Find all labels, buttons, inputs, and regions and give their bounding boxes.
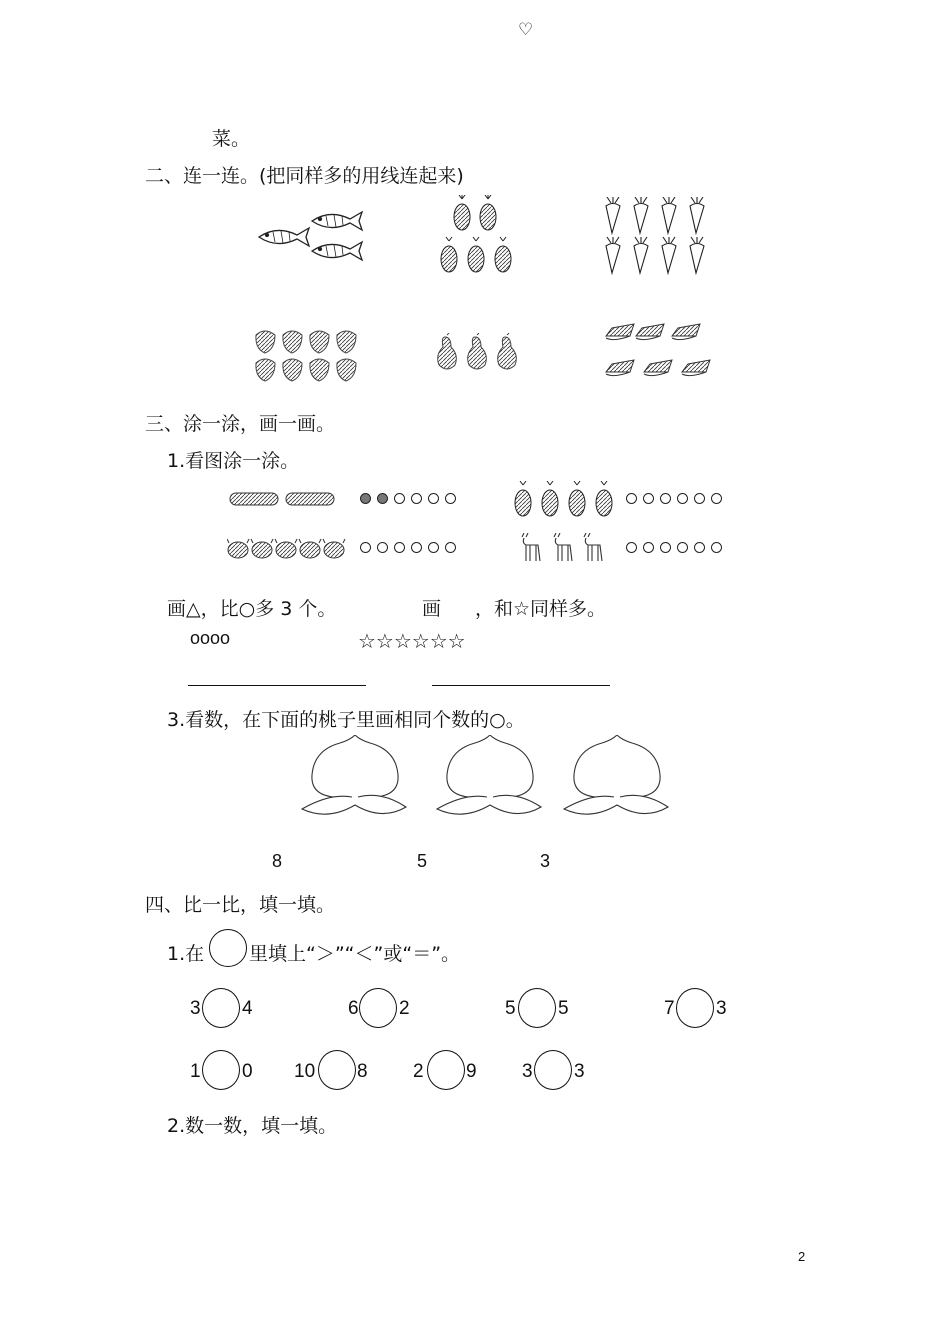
circle-shape[interactable]	[428, 542, 439, 553]
compare-circle[interactable]	[318, 1050, 356, 1090]
circle-shape[interactable]	[694, 542, 705, 553]
circle-shape[interactable]	[428, 493, 439, 504]
peach-drawing[interactable]	[300, 735, 675, 820]
pineapple-row-picture	[514, 481, 624, 519]
circle-row-1	[360, 493, 462, 504]
compare-circle[interactable]	[202, 988, 240, 1028]
compare-circle[interactable]	[534, 1050, 572, 1090]
answer-line-2[interactable]	[432, 685, 610, 686]
circle-shape[interactable]	[677, 542, 688, 553]
compare-circle[interactable]	[427, 1050, 465, 1090]
question-3-1: 1.看图涂一涂。	[167, 450, 300, 472]
compare-left: 6	[348, 998, 359, 1019]
circle-shape[interactable]	[711, 493, 722, 504]
corn-picture[interactable]	[604, 322, 716, 386]
carrot-picture[interactable]	[603, 197, 721, 277]
circle-shape[interactable]	[660, 542, 671, 553]
compare-circle[interactable]	[518, 988, 556, 1028]
compare-circle[interactable]	[202, 1050, 240, 1090]
circle-shape[interactable]	[643, 542, 654, 553]
compare-right: 3	[574, 1061, 585, 1082]
compare-right: 0	[242, 1061, 253, 1082]
circle-row-3	[360, 542, 462, 553]
header-heart-icon: ♡	[518, 20, 534, 40]
circle-shape[interactable]	[626, 542, 637, 553]
compare-right: 8	[357, 1061, 368, 1082]
circle-shape[interactable]	[394, 493, 405, 504]
compare-left: 1	[190, 1061, 201, 1082]
circle-shape[interactable]	[377, 542, 388, 553]
stars-text: ☆☆☆☆☆☆	[358, 629, 466, 653]
answer-line-1[interactable]	[188, 685, 366, 686]
compare-right: 9	[466, 1061, 477, 1082]
circle-shape[interactable]	[411, 493, 422, 504]
question-3-3: 3.看数，在下面的桃子里画相同个数的○。	[167, 709, 525, 731]
circle-shape[interactable]	[694, 493, 705, 504]
page-number: 2	[798, 1249, 806, 1264]
question-3-2-c: ，和☆同样多。	[475, 598, 607, 620]
fish-picture[interactable]	[255, 205, 365, 267]
compare-left: 10	[294, 1061, 316, 1082]
circle-shape[interactable]	[660, 493, 671, 504]
pineapple-picture[interactable]	[437, 195, 522, 277]
deer-picture	[516, 533, 608, 565]
strawberry-picture[interactable]	[253, 327, 365, 383]
peach-number-2: 5	[417, 851, 428, 871]
compare-left: 7	[664, 998, 675, 1019]
compare-circle[interactable]	[359, 988, 397, 1028]
question-4-1-b: 里填上“＞”“＜”或“＝”。	[249, 943, 461, 965]
compare-right: 5	[558, 998, 569, 1019]
circle-shape[interactable]	[377, 493, 388, 504]
circle-row-2	[626, 493, 728, 504]
compare-left: 5	[505, 998, 516, 1019]
circle-shape[interactable]	[626, 493, 637, 504]
peach-number-1: 8	[272, 851, 283, 871]
circle-shape[interactable]	[445, 542, 456, 553]
compare-right: 3	[716, 998, 727, 1019]
question-4-1-a: 1.在	[167, 943, 205, 965]
circle-shape[interactable]	[360, 542, 371, 553]
section-3-title: 三、涂一涂，画一画。	[145, 413, 336, 435]
circle-shape[interactable]	[445, 493, 456, 504]
compare-left: 3	[522, 1061, 533, 1082]
compare-left: 3	[190, 998, 201, 1019]
peach-number-3: 3	[540, 851, 551, 871]
compare-circle[interactable]	[676, 988, 714, 1028]
pear-picture[interactable]	[435, 333, 523, 375]
question-3-2-b: 画	[422, 598, 442, 620]
continued-text: 菜。	[212, 128, 251, 150]
circle-shape[interactable]	[711, 542, 722, 553]
circle-row-4	[626, 542, 728, 553]
circle-shape[interactable]	[394, 542, 405, 553]
question-4-2: 2.数一数，填一填。	[167, 1115, 338, 1137]
circle-shape[interactable]	[360, 493, 371, 504]
caterpillar-picture	[228, 487, 338, 509]
section-4-title: 四、比一比，填一填。	[145, 894, 336, 916]
compare-right: 2	[399, 998, 410, 1019]
example-circle	[209, 929, 247, 967]
circles-text: oooo	[190, 628, 231, 648]
compare-left: 2	[413, 1061, 424, 1082]
question-3-2-a: 画△，比○多 3 个。	[167, 598, 337, 620]
circle-shape[interactable]	[643, 493, 654, 504]
section-2-title: 二、连一连。(把同样多的用线连起来)	[145, 165, 464, 187]
compare-right: 4	[242, 998, 253, 1019]
circle-shape[interactable]	[677, 493, 688, 504]
circle-shape[interactable]	[411, 542, 422, 553]
beetle-picture	[227, 537, 349, 561]
